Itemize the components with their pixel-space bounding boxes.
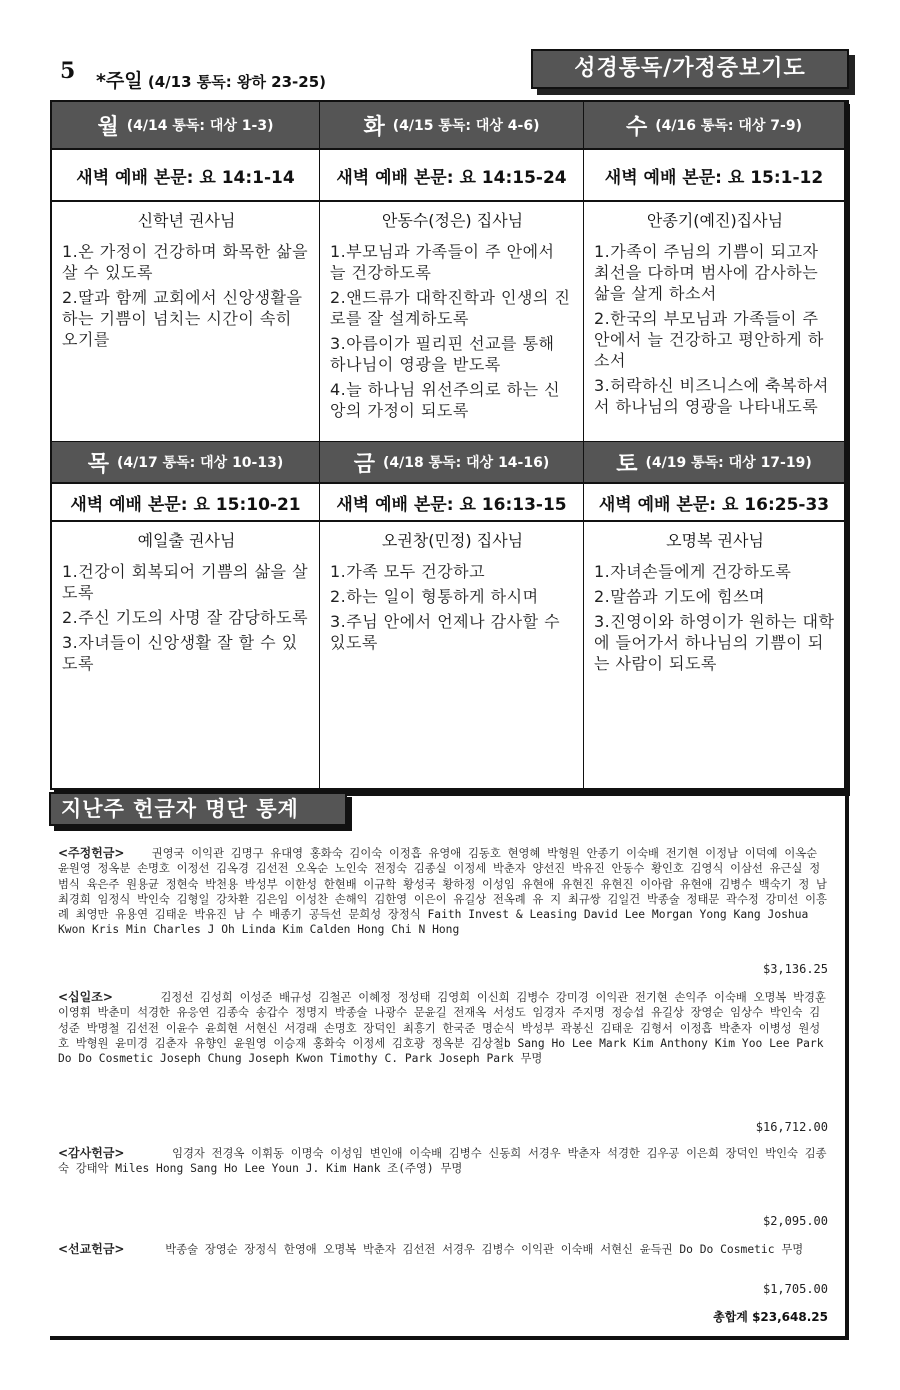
prayer-person: 신학년 권사님 (137, 211, 236, 230)
stats-title: 지난주 헌금자 명단 통계 (49, 792, 347, 826)
offering-total: 총합계 $23,648.25 (713, 1310, 828, 1324)
day-header-tue (320, 102, 584, 150)
prayer-item: 3.아름이가 필리핀 선교를 통해 하나님이 영광을 받도록 (330, 334, 555, 374)
prayer-wed (584, 202, 844, 442)
prayer-item: 1.건강이 회복되어 기쁨의 삶을 살도록 (62, 562, 309, 602)
day-header-fri (320, 442, 584, 484)
prayer-item: 2.딸과 함께 교회에서 신앙생활을 하는 기쁨이 넘치는 시간이 속히 오기를 (62, 288, 303, 349)
sermon-wed: 새벽 예배 본문: 요 15:1-12 (584, 150, 844, 202)
prayer-item: 2.하는 일이 형통하게 하시며 (330, 587, 539, 606)
prayer-thu (52, 522, 320, 788)
offering-section-weekly (58, 846, 828, 938)
offering-section-mission (58, 1242, 828, 1257)
section-banner: 성경통독/가정중보기도 (531, 49, 849, 89)
day-header-wed (584, 102, 844, 150)
offering-label: <선교헌금> (58, 1242, 125, 1256)
day-header-mon (52, 102, 320, 150)
sunday-label: *주일 (96, 70, 143, 92)
prayer-item: 3.자녀들이 신앙생활 잘 할 수 있도록 (62, 633, 298, 673)
sermon-sat: 새벽 예배 본문: 요 16:25-33 (584, 484, 844, 522)
prayer-item: 2.앤드류가 대학진학과 인생의 진로를 잘 설계하도록 (330, 288, 571, 328)
sermon-tue: 새벽 예배 본문: 요 14:15-24 (320, 150, 584, 202)
prayer-sat (584, 522, 844, 788)
prayer-grid (50, 100, 846, 790)
day-name: 수 (625, 114, 648, 140)
day-reading: (4/17 통독: 대상 10-13) (117, 455, 284, 471)
prayer-tue (320, 202, 584, 442)
offering-label: <감사헌금> (58, 1146, 125, 1160)
sermon-thu: 새벽 예배 본문: 요 15:10-21 (52, 484, 320, 522)
offering-amount: $2,095.00 (762, 1214, 828, 1228)
prayer-item: 4.늘 하나님 위선주의로 하는 신앙의 가정이 되도록 (330, 380, 561, 420)
prayer-item: 2.말씀과 기도에 힘쓰며 (594, 587, 766, 606)
prayer-item: 1.가족 모두 건강하고 (330, 562, 486, 581)
sermon-mon: 새벽 예배 본문: 요 14:1-14 (52, 150, 320, 202)
sunday-reading-text: (4/13 통독: 왕하 23-25) (147, 73, 326, 91)
offering-names: 권영국 이익관 김명구 유대영 홍화숙 김이숙 이정흡 유영애 김동호 현영혜 박형원 안종기 이숙배 전기현 이정남 이덕예 이옥순 윤원영 정옥분 손명호 이정선 김옥경 김선전 오옥순 노인숙 전정숙 김종실 이정세 박춘자 양선진 박유진 안동수 황인호 김영식 이삼선 유근실 정범식 육은주 원용균 정현숙 박천용 박성부 이한성 한현배 이규학 황성국 황하정 이성임 유현애 유현진 유현진 이아람 유현애 김병수 백숙기 정 남 최경희 임정식 박인숙 김형일 강차환 김은임 이성찬 손해익 김한영 이은이 유길상 전옥례 유 지 최규쌍 김일건 박종술 정태문 곽수정 강미선 이흥례 최영만 유용연 김태운 박유진 남 수 배종기 공득선 문희성 장정식 Faith Invest & Leasing David Lee Morgan Yong Kang Joshua Kwon Kris Min Charles J Oh Linda Kim Calden Hong Chi N Hong (58, 847, 827, 937)
day-header-sat (584, 442, 844, 484)
prayer-item: 1.온 가정이 건강하며 화목한 삶을 살 수 있도록 (62, 242, 309, 282)
prayer-item: 1.부모님과 가족들이 주 안에서 늘 건강하도록 (330, 242, 555, 282)
day-reading: (4/16 통독: 대상 7-9) (655, 118, 802, 134)
offering-section-thanks (58, 1146, 828, 1177)
offering-names: 김정선 김성희 이성준 배규성 김철곤 이혜정 정성태 김영희 이신희 김병수 강미경 이익관 전기현 손익주 이숙배 오명복 박경훈 이영휘 박춘미 석경한 유응연 김종숙 송갑수 정명지 박종술 나광수 문윤길 전재옥 서성도 임경자 주지명 정승섭 유길상 장영순 임상수 박인숙 김성준 박명철 김선전 이윤수 윤희현 서현신 서경래 손명호 장덕인 최흥기 한국준 명순식 박성부 곽봉신 김태운 김형서 이정흡 박춘자 이병성 원성호 박형원 윤미경 김춘자 유향인 윤원영 이승재 홍화숙 이정세 김호광 정옥분 김상철b Sang Ho Lee Mark Kim Anthony Kim Yoo Lee Park Do Do Cosmetic Joseph Chung Joseph Kwon Timothy C. Park Joseph Park 무명 (58, 991, 826, 1066)
day-name: 화 (363, 114, 385, 140)
prayer-item: 1.자녀손들에게 건강하도록 (594, 562, 792, 581)
prayer-item: 2.한국의 부모님과 가족들이 주 안에서 늘 건강하고 평안하게 하소서 (594, 309, 824, 370)
day-name: 월 (97, 114, 119, 140)
day-reading: (4/18 통독: 대상 14-16) (383, 455, 550, 471)
right-rule (845, 100, 849, 1340)
prayer-person: 예일출 권사님 (137, 531, 236, 550)
offering-amount: $16,712.00 (755, 1120, 828, 1134)
prayer-mon (52, 202, 320, 442)
prayer-person: 안종기(예진)집사님 (646, 211, 784, 230)
day-name: 금 (353, 451, 376, 477)
offering-names: 박종술 장영순 장정식 한영애 오명복 박춘자 김선전 서경우 김병수 이익관 이숙배 서현신 윤득권 Do Do Cosmetic 무명 (165, 1243, 804, 1256)
offering-names: 임경자 전경옥 이휘동 이명숙 이성임 변인애 이숙배 김병수 신동희 서경우 박춘자 석경한 김우공 이은희 장덕인 박인숙 김종숙 강태악 Miles Hong Sang Ho Lee Youn J. Kim Hank 조(주영) 무명 (58, 1147, 827, 1176)
prayer-person: 오권창(민정) 집사님 (381, 531, 524, 550)
prayer-fri (320, 522, 584, 788)
sunday-reading (96, 66, 326, 93)
offering-label: <주정헌금> (58, 846, 125, 860)
page-number: 5 (60, 58, 76, 84)
day-header-thu (52, 442, 320, 484)
offering-section-tithe (58, 990, 828, 1066)
offering-label: <십일조> (58, 990, 113, 1004)
sermon-fri: 새벽 예배 본문: 요 16:13-15 (320, 484, 584, 522)
day-name: 목 (87, 451, 110, 477)
prayer-item: 3.진영이와 하영이가 원하는 대학에 들어가서 하나님의 기쁨이 되는 사람이 되도록 (594, 612, 835, 673)
prayer-item: 2.주신 기도의 사명 잘 감당하도록 (62, 608, 309, 627)
prayer-item: 1.가족이 주님의 기쁨이 되고자 최선을 다하며 범사에 감사하는 삶을 살게 하소서 (594, 242, 819, 303)
prayer-item: 3.주님 안에서 언제나 감사할 수 있도록 (330, 612, 561, 652)
bottom-rule (50, 1336, 849, 1340)
offering-amount: $3,136.25 (762, 962, 828, 976)
day-reading: (4/15 통독: 대상 4-6) (392, 118, 540, 134)
offering-amount: $1,705.00 (762, 1282, 828, 1296)
day-name: 토 (616, 451, 638, 477)
prayer-person: 안동수(정은) 집사님 (381, 211, 524, 230)
prayer-person: 오명복 권사님 (666, 531, 764, 550)
day-reading: (4/14 통독: 대상 1-3) (126, 118, 274, 134)
day-reading: (4/19 통독: 대상 17-19) (645, 455, 812, 471)
prayer-item: 3.허락하신 비즈니스에 축복하셔서 하나님의 영광을 나타내도록 (594, 376, 829, 416)
